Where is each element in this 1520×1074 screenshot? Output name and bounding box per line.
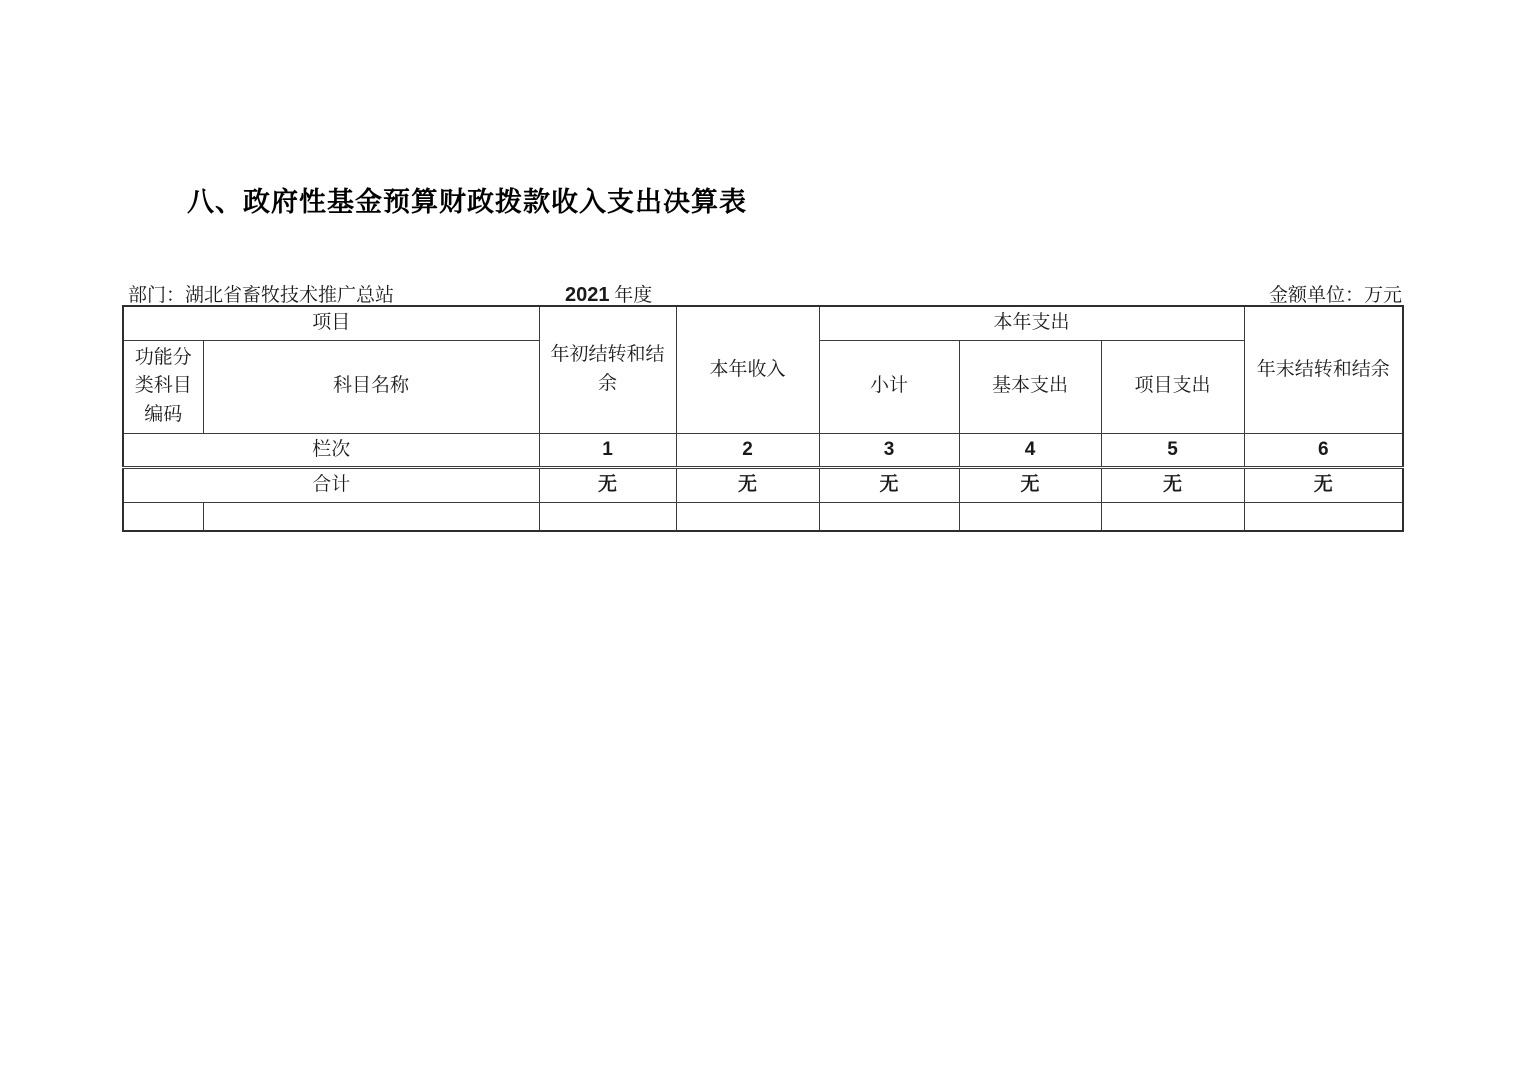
column-index-6: 6 xyxy=(1244,433,1403,468)
header-cell-project-expense: 项目支出 xyxy=(1101,340,1244,433)
header-cell-current-income: 本年收入 xyxy=(676,306,819,433)
fiscal-year-value: 2021 xyxy=(565,284,610,306)
total-row xyxy=(123,468,1403,503)
column-index-2: 2 xyxy=(676,433,819,468)
budget-table xyxy=(122,305,1404,532)
header-cell-basic-expense: 基本支出 xyxy=(959,340,1101,433)
column-index-4: 4 xyxy=(959,433,1101,468)
empty-cell-income xyxy=(676,502,819,531)
empty-cell-project xyxy=(1101,502,1244,531)
total-basic-expense: 无 xyxy=(959,468,1101,503)
fiscal-year-label xyxy=(565,280,652,307)
fiscal-year-suffix: 年度 xyxy=(614,285,653,306)
page-title: 八、政府性基金预算财政拨款收入支出决算表 xyxy=(187,187,747,217)
header-row-top xyxy=(123,306,1403,340)
amount-unit-label: 金额单位：万元 xyxy=(1268,285,1402,306)
column-index-5: 5 xyxy=(1101,433,1244,468)
empty-cell-subtotal xyxy=(819,502,959,531)
header-cell-function-code: 功能分类科目编码 xyxy=(123,340,203,433)
header-cell-current-expense-group: 本年支出 xyxy=(819,306,1244,340)
header-cell-item: 项目 xyxy=(123,306,539,340)
empty-cell-basic xyxy=(959,502,1101,531)
header-cell-subtotal: 小计 xyxy=(819,340,959,433)
column-index-row xyxy=(123,433,1403,468)
column-index-3: 3 xyxy=(819,433,959,468)
department-label: 部门：湖北省畜牧技术推广总站 xyxy=(128,285,395,306)
empty-cell-opening xyxy=(539,502,676,531)
empty-data-row xyxy=(123,502,1403,531)
column-index-label: 栏次 xyxy=(123,433,539,468)
total-expense-subtotal: 无 xyxy=(819,468,959,503)
total-closing-balance: 无 xyxy=(1244,468,1403,503)
header-cell-closing-balance: 年末结转和结余 xyxy=(1244,306,1403,433)
header-cell-opening-balance: 年初结转和结余 xyxy=(539,306,676,433)
total-project-expense: 无 xyxy=(1101,468,1244,503)
total-current-income: 无 xyxy=(676,468,819,503)
empty-cell-code xyxy=(123,502,203,531)
total-row-label: 合计 xyxy=(123,468,539,503)
empty-cell-closing xyxy=(1244,502,1403,531)
column-index-1: 1 xyxy=(539,433,676,468)
total-opening-balance: 无 xyxy=(539,468,676,503)
header-cell-subject-name: 科目名称 xyxy=(203,340,539,433)
empty-cell-subject xyxy=(203,502,539,531)
